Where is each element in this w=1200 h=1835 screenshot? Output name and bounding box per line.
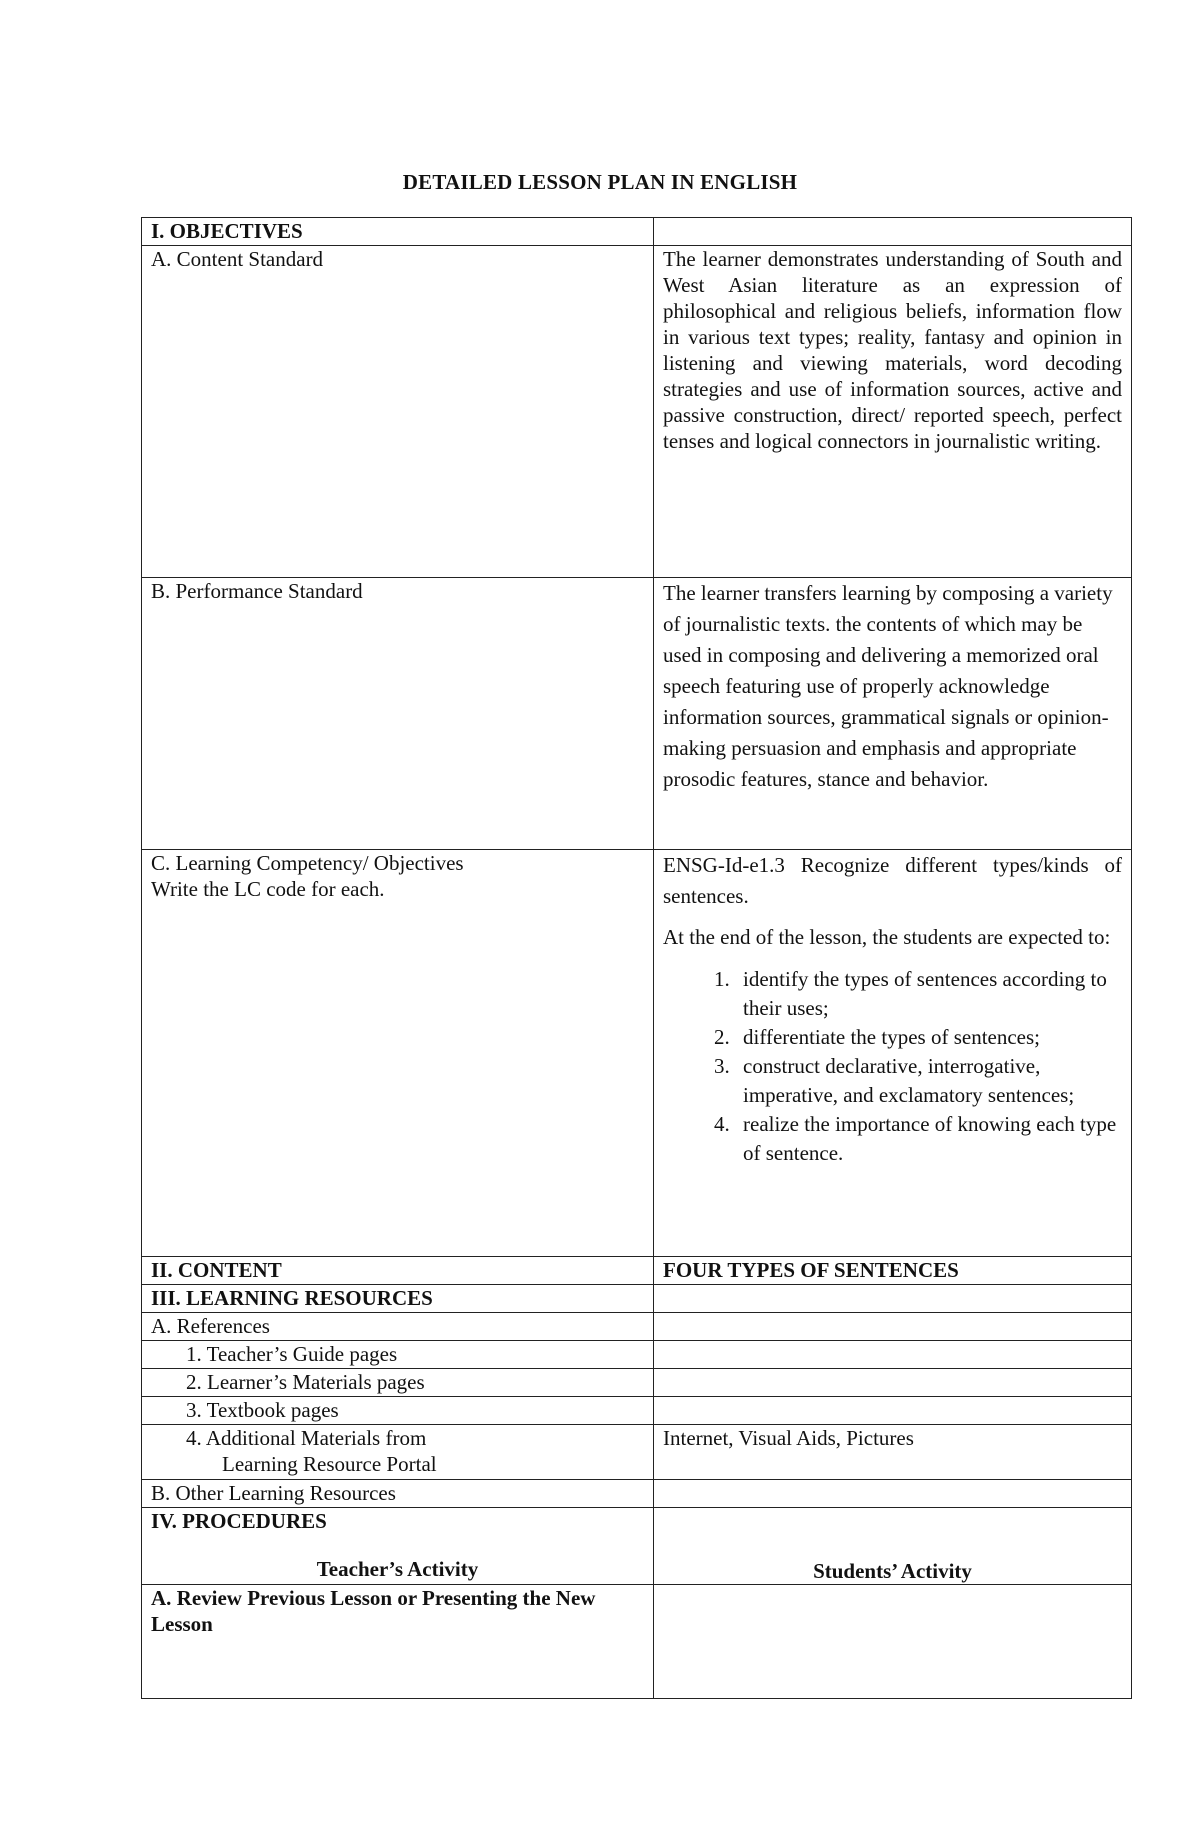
lc-objective-item: 4. realize the importance of knowing each type of sentence. [735,1110,1122,1168]
learning-resources-heading: III. LEARNING RESOURCES [142,1285,654,1313]
content-standard-label: A. Content Standard [142,246,654,578]
content-standard-row [142,246,1132,578]
performance-standard-text: The learner transfers learning by composing a variety of journalistic texts. the contents of which may be used in composing and delivering a memorized oral speech featuring use of properly acknowledge information sources, grammatical signals or opinion-making persuasion and emphasis and appropriate prosodic features, stance and behavior. [654,578,1132,850]
learning-competency-cell [142,850,654,1257]
students-activity-cell [654,1508,1132,1585]
lc-code-text: ENSG-Id-e1.3 Recognize different types/kinds of sentences. [663,853,1122,908]
lesson-plan-table [141,217,1132,1699]
review-lesson-row [142,1585,1132,1699]
learning-competency-content [654,850,1132,1257]
objectives-heading: I. OBJECTIVES [142,218,654,246]
other-resources-label: B. Other Learning Resources [142,1480,654,1508]
objectives-header-row [142,218,1132,246]
lc-intro-text: At the end of the lesson, the students are expected to: [663,925,1111,949]
learners-materials-empty [654,1369,1132,1397]
references-row [142,1313,1132,1341]
learning-competency-row [142,850,1132,1257]
teachers-guide-empty [654,1341,1132,1369]
content-standard-text: The learner demonstrates understanding of South and West Asian literature as an expression of philosophical and religious beliefs, information flow in various text types; reality, fantasy and opinion in listening and viewing materials, word decoding strategies and use of information sources, active and passive construction, direct/ reported speech, perfect tenses and logical connectors in journalistic writing. [654,246,1132,578]
document-title: DETAILED LESSON PLAN IN ENGLISH [402,170,798,194]
lc-objective-item: 2. differentiate the types of sentences; [735,1023,1122,1052]
content-value: FOUR TYPES OF SENTENCES [654,1257,1132,1285]
procedures-header-cell [142,1508,654,1585]
lc-objectives-list [663,965,1122,1168]
additional-materials-row [142,1425,1132,1480]
procedures-header-row [142,1508,1132,1585]
learners-materials-row [142,1369,1132,1397]
students-activity-column-header: Students’ Activity [813,1559,972,1583]
lc-objective-item: 3. construct declarative, interrogative, imperative, and exclamatory sentences; [735,1052,1122,1110]
additional-materials-value: Internet, Visual Aids, Pictures [654,1425,1132,1480]
other-resources-empty [654,1480,1132,1508]
references-empty [654,1313,1132,1341]
learning-resources-empty [654,1285,1132,1313]
performance-standard-label: B. Performance Standard [142,578,654,850]
learning-resources-row [142,1285,1132,1313]
learners-materials-label: 2. Learner’s Materials pages [142,1369,654,1397]
additional-materials-label-line2: Learning Resource Portal [222,1452,437,1476]
learning-competency-sublabel: Write the LC code for each. [151,877,385,901]
other-resources-row [142,1480,1132,1508]
review-lesson-label: A. Review Previous Lesson or Presenting the New Lesson [142,1585,654,1699]
teachers-guide-label: 1. Teacher’s Guide pages [142,1341,654,1369]
performance-standard-row [142,578,1132,850]
learning-competency-label: C. Learning Competency/ Objectives [151,851,464,875]
additional-materials-label-line1: 4. Additional Materials from [186,1426,427,1450]
teachers-guide-row [142,1341,1132,1369]
procedures-heading: IV. PROCEDURES [151,1509,327,1533]
teacher-activity-column-header: Teacher’s Activity [316,1557,479,1581]
textbook-row [142,1397,1132,1425]
objectives-heading-empty [654,218,1132,246]
lc-objective-item: 1. identify the types of sentences according to their uses; [735,965,1122,1023]
review-lesson-empty [654,1585,1132,1699]
additional-materials-cell [142,1425,654,1480]
procedures-gap [151,1534,644,1556]
content-heading: II. CONTENT [142,1257,654,1285]
content-row [142,1257,1132,1285]
textbook-empty [654,1397,1132,1425]
textbook-label: 3. Textbook pages [142,1397,654,1425]
references-label: A. References [142,1313,654,1341]
lc-gap [663,912,1122,922]
